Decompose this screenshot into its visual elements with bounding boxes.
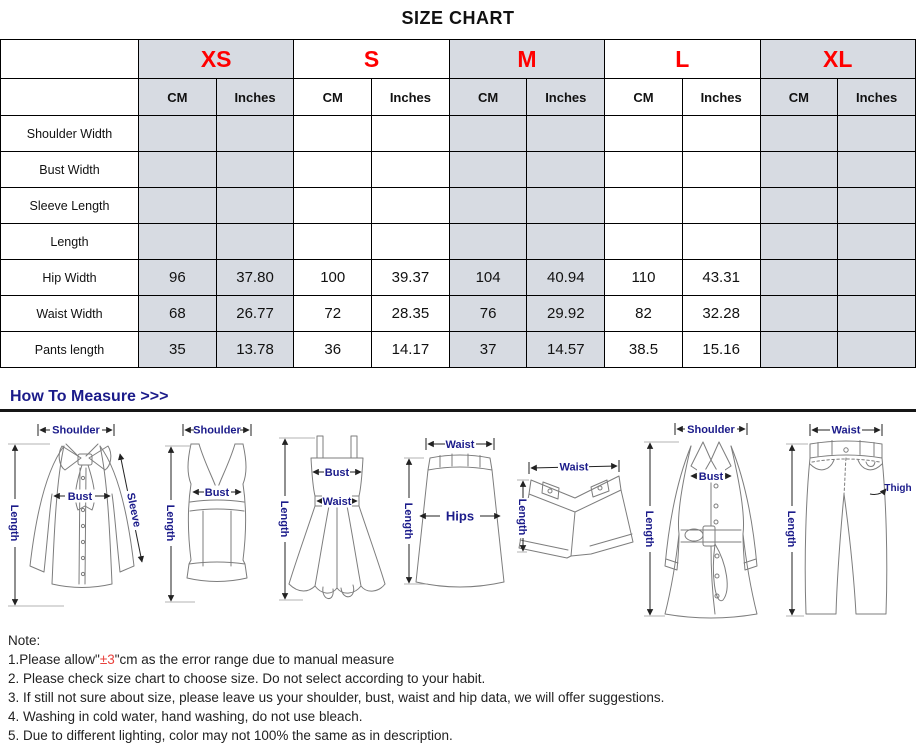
value-cell (294, 224, 372, 260)
value-cell (760, 152, 838, 188)
pants-figure (782, 418, 912, 623)
value-cell: 38.5 (605, 332, 683, 368)
value-cell (682, 116, 760, 152)
value-cell (449, 188, 527, 224)
value-cell (605, 116, 683, 152)
value-cell (216, 152, 294, 188)
value-cell: 68 (139, 296, 217, 332)
row-label: Bust Width (1, 152, 139, 188)
value-cell: 15.16 (682, 332, 760, 368)
note-line-1 (8, 650, 916, 669)
unit-header: CM (294, 79, 372, 116)
note-line-1-pre: 1.Please allow" (8, 652, 100, 667)
value-cell: 72 (294, 296, 372, 332)
value-cell (682, 188, 760, 224)
row-label: Pants length (1, 332, 139, 368)
unit-header: Inches (838, 79, 916, 116)
value-cell: 43.31 (682, 260, 760, 296)
value-cell (682, 152, 760, 188)
tank-top-drawing (187, 444, 247, 582)
table-row (1, 152, 916, 188)
value-cell: 37.80 (216, 260, 294, 296)
value-cell (372, 116, 450, 152)
blouse-sleeve-label: Sleeve (124, 491, 144, 529)
notes-heading: Note: (8, 633, 41, 648)
skirt-hips-label: Hips (445, 508, 475, 524)
tank-length-label: Length (164, 504, 177, 542)
value-cell (139, 188, 217, 224)
value-cell (216, 188, 294, 224)
coat-length-label: Length (642, 510, 655, 548)
blouse-length-label: Length (8, 504, 20, 542)
value-cell (449, 116, 527, 152)
shorts-length-label: Length (516, 498, 529, 536)
unit-header: CM (139, 79, 217, 116)
value-cell (139, 152, 217, 188)
value-cell (838, 332, 916, 368)
table-row (1, 188, 916, 224)
blouse-drawing (30, 444, 134, 588)
unit-header: CM (605, 79, 683, 116)
pants-waist-label: Waist (831, 424, 861, 437)
unit-header: Inches (682, 79, 760, 116)
blouse-bust-label: Bust (67, 491, 93, 503)
how-to-measure-heading: How To Measure >>> (10, 388, 169, 405)
skirt-length-label: Length (401, 502, 414, 540)
coat-bust-label: Bust (698, 471, 723, 483)
value-cell (139, 116, 217, 152)
shorts-drawing (519, 476, 633, 558)
size-header-xl: XL (760, 40, 916, 79)
value-cell: 39.37 (372, 260, 450, 296)
page-title: SIZE CHART (401, 8, 515, 28)
value-cell (838, 224, 916, 260)
dress-bust-label: Bust (324, 467, 349, 479)
coat-shoulder-label: Shoulder (686, 424, 735, 436)
row-label: Sleeve Length (1, 188, 139, 224)
size-chart-page (0, 8, 916, 748)
note-line-4: 4. Washing in cold water, hand washing, do not use bleach. (8, 709, 363, 724)
value-cell: 40.94 (527, 260, 605, 296)
unit-header-blank (1, 79, 139, 116)
value-cell (527, 188, 605, 224)
coat-drawing (665, 442, 757, 618)
value-cell: 13.78 (216, 332, 294, 368)
value-cell (838, 260, 916, 296)
value-cell (372, 224, 450, 260)
value-cell: 28.35 (372, 296, 450, 332)
note-line-3: 3. If still not sure about size, please leave us your shoulder, bust, waist and hip data, we will offer suggestions. (8, 690, 665, 705)
corner-cell (1, 40, 139, 79)
size-header-xs: XS (139, 40, 294, 79)
note-line-5: 5. Due to different lighting, color may not 100% the same as in description. (8, 728, 453, 743)
value-cell: 26.77 (216, 296, 294, 332)
measure-figures-row (0, 412, 916, 623)
note-line-2: 2. Please check size chart to choose size. Do not select according to your habit. (8, 671, 486, 686)
value-cell (838, 152, 916, 188)
value-cell: 32.28 (682, 296, 760, 332)
note-line-1-post: "cm as the error range due to manual measure (114, 652, 395, 667)
value-cell: 37 (449, 332, 527, 368)
note-line-1-tolerance: ±3 (99, 652, 115, 667)
value-cell (760, 224, 838, 260)
value-cell: 14.17 (372, 332, 450, 368)
value-cell (216, 224, 294, 260)
row-label: Hip Width (1, 260, 139, 296)
size-header-row (1, 40, 916, 79)
size-header-l: L (605, 40, 760, 79)
unit-header: Inches (216, 79, 294, 116)
shorts-waist-label: Waist (559, 461, 589, 474)
value-cell (838, 296, 916, 332)
dress-figure (275, 418, 399, 623)
value-cell: 29.92 (527, 296, 605, 332)
row-label: Waist Width (1, 296, 139, 332)
coat-figure (639, 418, 781, 623)
row-label: Shoulder Width (1, 116, 139, 152)
value-cell (527, 116, 605, 152)
size-header-s: S (294, 40, 449, 79)
value-cell: 96 (139, 260, 217, 296)
value-cell (449, 152, 527, 188)
table-row (1, 332, 916, 368)
row-label: Length (1, 224, 139, 260)
unit-header: Inches (527, 79, 605, 116)
size-header-m: M (449, 40, 604, 79)
tank-bust-label: Bust (205, 487, 230, 499)
value-cell (682, 224, 760, 260)
value-cell (294, 188, 372, 224)
unit-header-row (1, 79, 916, 116)
dress-length-label: Length (277, 500, 290, 538)
value-cell (760, 332, 838, 368)
table-row (1, 296, 916, 332)
skirt-figure (400, 418, 512, 623)
blouse-shoulder-label: Shoulder (52, 424, 100, 437)
value-cell (294, 116, 372, 152)
table-row (1, 224, 916, 260)
shorts-figure (513, 418, 637, 623)
table-row (1, 116, 916, 152)
value-cell: 76 (449, 296, 527, 332)
pants-thigh-label: Thigh (884, 483, 912, 494)
dress-waist-label: Waist (322, 496, 352, 508)
tank-top-figure (161, 418, 273, 623)
notes-section (8, 631, 916, 745)
pants-drawing (805, 441, 887, 615)
value-cell (760, 188, 838, 224)
blouse-figure (4, 418, 160, 623)
value-cell (838, 116, 916, 152)
unit-header: CM (449, 79, 527, 116)
unit-header: CM (760, 79, 838, 116)
value-cell: 82 (605, 296, 683, 332)
pants-length-label: Length (784, 510, 797, 548)
value-cell: 35 (139, 332, 217, 368)
value-cell (216, 116, 294, 152)
value-cell (294, 152, 372, 188)
value-cell: 100 (294, 260, 372, 296)
unit-header: Inches (372, 79, 450, 116)
value-cell (605, 188, 683, 224)
value-cell (372, 152, 450, 188)
value-cell (760, 116, 838, 152)
value-cell (838, 188, 916, 224)
size-table (0, 39, 916, 368)
value-cell: 14.57 (527, 332, 605, 368)
value-cell (760, 260, 838, 296)
value-cell (372, 188, 450, 224)
value-cell (449, 224, 527, 260)
value-cell (527, 224, 605, 260)
tank-shoulder-label: Shoulder (193, 424, 242, 437)
skirt-waist-label: Waist (445, 439, 475, 451)
value-cell (527, 152, 605, 188)
value-cell (139, 224, 217, 260)
value-cell (760, 296, 838, 332)
value-cell: 110 (605, 260, 683, 296)
value-cell (605, 224, 683, 260)
value-cell: 36 (294, 332, 372, 368)
table-row (1, 260, 916, 296)
value-cell (605, 152, 683, 188)
dress-drawing (289, 436, 385, 599)
value-cell: 104 (449, 260, 527, 296)
